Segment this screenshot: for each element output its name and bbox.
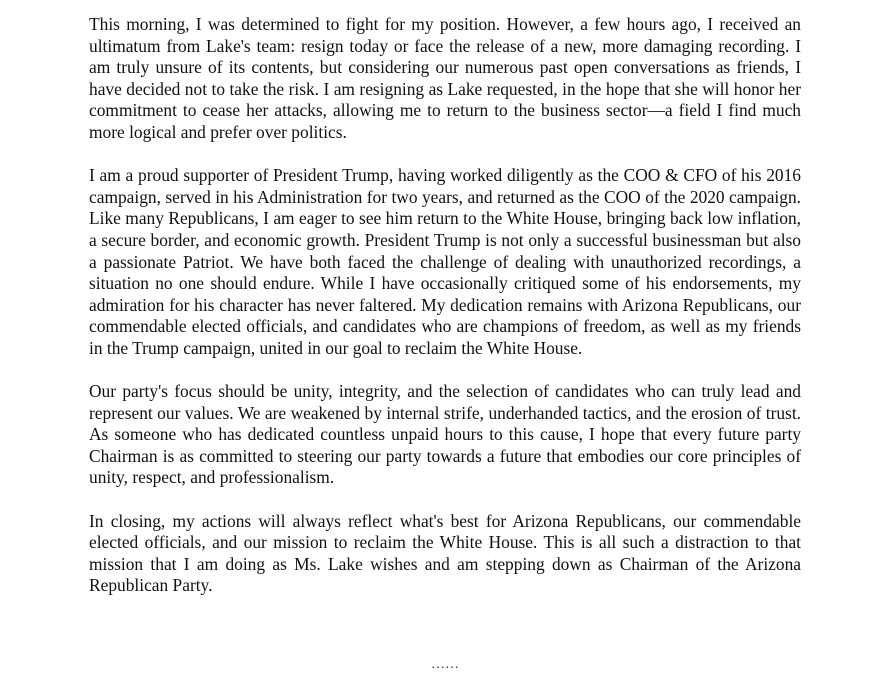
paragraph-closing: In closing, my actions will always reflect what's best for Arizona Republicans, our commendable elected officials, and our mission to reclaim the White House. This is all such a distraction to that mission that I am doing as Ms. Lake wishes and am stepping down as Chairman of the Arizona Republican Party.: [89, 510, 801, 596]
paragraph-party-focus: Our party's focus should be unity, integrity, and the selection of candidates who can truly lead and represent our values. We are weakened by internal strife, underhanded tactics, and the erosion of trust. As someone who has dedicated countless unpaid hours to this cause, I hope that every future party Chairman is as committed to steering our party towards a future that embodies our core principles of unity, respect, and professionalism.: [89, 381, 801, 488]
paragraph-resignation-reason: This morning, I was determined to fight for my position. However, a few hours ago, I received an ultimatum from Lake's team: resign today or face the release of a new, more damaging recording. I am truly unsure of its contents, but considering our numerous past open conversations as friends, I have decided not to take the risk. I am resigning as Lake requested, in the hope that she will honor her commitment to cease her attacks, allowing me to return to the business sector—a field I find much more logical and prefer over politics.: [89, 14, 801, 142]
continuation-ellipsis: ……: [431, 657, 459, 672]
document-body: [89, 14, 801, 619]
paragraph-trump-support: I am a proud supporter of President Trump, having worked diligently as the COO & CFO of his 2016 campaign, served in his Administration for two years, and returned as the COO of the 2020 campaign. Like many Republicans, I am eager to see him return to the White House, bringing back low inflation, a secure border, and economic growth. President Trump is not only a successful businessman but also a passionate Patriot. We have both faced the challenge of dealing with unauthorized recordings, a situation no one should endure. While I have occasionally critiqued some of his endorsements, my admiration for his character has never faltered. My dedication remains with Arizona Republicans, our commendable elected officials, and candidates who are champions of freedom, as well as my friends in the Trump campaign, united in our goal to reclaim the White House.: [89, 165, 801, 358]
